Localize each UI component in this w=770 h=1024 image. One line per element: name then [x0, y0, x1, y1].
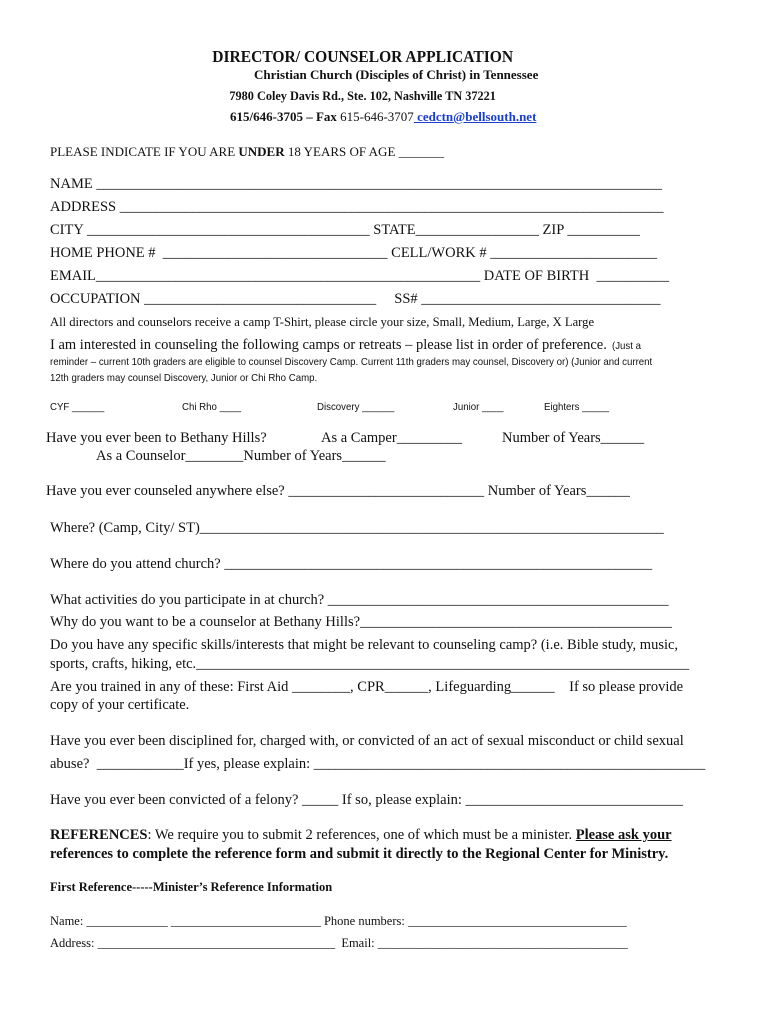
- church-field[interactable]: Where do you attend church? ___________________________________________________________: [50, 556, 653, 572]
- camps-note: reminder – current 10th graders are eligible to counsel Discovery Camp. Current 11th graders may counsel, Discovery or) (Junior and current: [50, 356, 653, 368]
- occupation-ssn-field[interactable]: OCCUPATION ________________________________ SS# _________________________________: [50, 291, 661, 307]
- camp-discovery-field[interactable]: Discovery ______: [317, 401, 395, 413]
- camps-note-cont: 12th graders may counsel Discovery, Junior or Chi Rho Camp.: [50, 372, 318, 384]
- city-state-zip-field[interactable]: CITY _______________________________________ STATE_________________ ZIP __________: [50, 222, 640, 238]
- training-field[interactable]: Are you trained in any of these: First Aid ________, CPR______, Lifeguarding______ If so please provide: [50, 679, 684, 695]
- reference-name-phone-field[interactable]: Name: _____________ ________________________ Phone numbers: ___________________________________: [50, 914, 627, 928]
- phone-number: 615/646-3705 – Fax: [230, 109, 337, 124]
- skills-field[interactable]: sports, crafts, hiking, etc.____________________________________________________________________: [50, 656, 690, 672]
- felony-field[interactable]: Have you ever been convicted of a felony? _____ If so, please explain: ______________________________: [50, 792, 684, 808]
- why-counselor-field[interactable]: Why do you want to be a counselor at Bethany Hills?___________________________________________: [50, 614, 672, 630]
- email-dob-field[interactable]: EMAIL_____________________________________________________ DATE OF BIRTH __________: [50, 268, 669, 284]
- misconduct-field[interactable]: abuse? ____________If yes, please explain: ______________________________________________________: [50, 756, 706, 772]
- camp-eighters-field[interactable]: Eighters _____: [544, 401, 609, 413]
- camp-junior-field[interactable]: Junior ____: [453, 401, 504, 413]
- organization-address: 7980 Coley Davis Rd., Ste. 102, Nashville TN 37221: [229, 88, 496, 103]
- training-note: copy of your certificate.: [50, 697, 190, 713]
- camp-chi-rho-field[interactable]: Chi Rho ____: [182, 401, 242, 413]
- bethany-camper-years-field[interactable]: Number of Years______: [502, 430, 645, 446]
- form-title: DIRECTOR/ COUNSELOR APPLICATION: [212, 47, 514, 66]
- misconduct-question: Have you ever been disciplined for, charged with, or convicted of an act of sexual misconduct or child sexual: [50, 733, 684, 749]
- organization-name: Christian Church (Disciples of Christ) in Tennessee: [254, 67, 539, 82]
- counseled-elsewhere-field[interactable]: Have you ever counseled anywhere else? ___________________________ Number of Years______: [46, 483, 630, 499]
- address-field[interactable]: ADDRESS ___________________________________________________________________________: [50, 199, 664, 215]
- contact-line: [230, 110, 536, 123]
- skills-question: Do you have any specific skills/interests that might be relevant to counseling camp? (i.e. Bible study, music,: [50, 637, 679, 653]
- references-note-cont: references to complete the reference form and submit it directly to the Regional Center for Ministry.: [50, 846, 669, 862]
- where-field[interactable]: Where? (Camp, City/ ST)________________________________________________________________: [50, 520, 664, 536]
- references-note: REFERENCES: We require you to submit 2 references, one of which must be a minister. Please ask your: [50, 827, 672, 843]
- first-reference-heading: First Reference-----Minister’s Reference Information: [50, 880, 333, 894]
- email-link[interactable]: cedctn@bellsouth.net: [413, 109, 537, 124]
- bethany-counselor-field[interactable]: As a Counselor________Number of Years______: [96, 448, 386, 464]
- camp-cyf-field[interactable]: CYF ______: [50, 401, 105, 413]
- activities-field[interactable]: What activities do you participate in at church? _______________________________________________: [50, 592, 669, 608]
- bethany-question: Have you ever been to Bethany Hills?: [46, 430, 267, 446]
- camps-intro: I am interested in counseling the following camps or retreats – please list in order of preference. (Just a: [50, 337, 641, 353]
- bethany-camper-field[interactable]: As a Camper_________: [321, 430, 462, 446]
- under-18-field[interactable]: 18 YEARS OF AGE _______: [284, 144, 445, 159]
- name-field[interactable]: NAME ______________________________________________________________________________: [50, 176, 662, 192]
- tshirt-size-note: All directors and counselors receive a camp T-Shirt, please circle your size, Small, Medium, Large, X Large: [50, 315, 595, 329]
- fax-number: 615-646-3707: [336, 109, 414, 124]
- phone-field[interactable]: HOME PHONE # _______________________________ CELL/WORK # _______________________: [50, 245, 657, 261]
- reference-address-email-field[interactable]: Address: ______________________________________ Email: ________________________________________: [50, 936, 628, 950]
- under-18-question: PLEASE INDICATE IF YOU ARE UNDER 18 YEARS OF AGE _______: [50, 144, 445, 159]
